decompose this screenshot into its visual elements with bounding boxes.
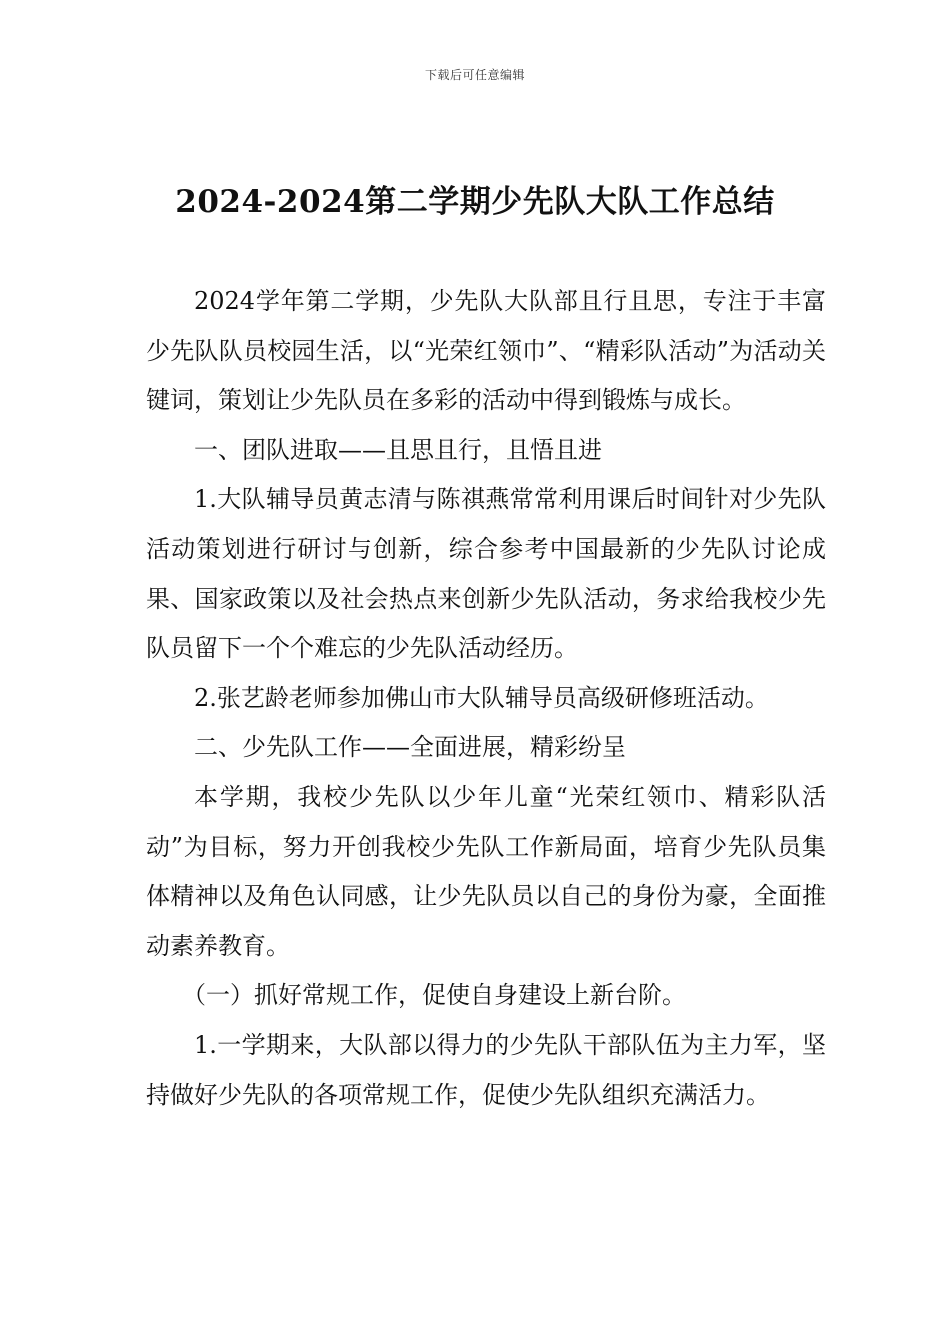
paragraph-item-1: 1.大队辅导员黄志清与陈祺燕常常利用课后时间针对少先队活动策划进行研讨与创新，综合参考中国最新的少先队讨论成果、国家政策以及社会热点来创新少先队活动，务求给我校少先队员留下一个个难忘的少先队活动经历。: [146, 485, 826, 663]
document-title: 2024-2024第二学期少先队大队工作总结: [175, 184, 775, 220]
paragraph-item-2: 2.张艺龄老师参加佛山市大队辅导员高级研修班活动。: [194, 683, 769, 712]
paragraph-intro: 2024学年第二学期，少先队大队部且行且思，专注于丰富少先队队员校园生活，以“光荣红领巾”、“精彩队活动”为活动关键词，策划让少先队员在多彩的活动中得到锻炼与成长。: [146, 287, 826, 415]
paragraph-subsection-item-1: 1.一学期来，大队部以得力的少先队干部队伍为主力军，坚持做好少先队的各项常规工作，促使少先队组织充满活力。: [146, 1030, 826, 1109]
subsection-heading-1: （一）抓好常规工作，促使自身建设上新台阶。: [182, 981, 686, 1010]
section-heading-1: 一、团队进取——且思且行，且悟且进: [194, 435, 602, 464]
document-body: [146, 277, 826, 1120]
page-header: 下载后可任意编辑: [424, 68, 525, 82]
paragraph-section-2-intro: 本学期，我校少先队以少年儿童“光荣红领巾、精彩队活动”为目标，努力开创我校少先队工作新局面，培育少先队员集体精神以及角色认同感，让少先队员以自己的身份为豪，全面推动素养教育。: [146, 782, 826, 960]
section-heading-2: 二、少先队工作——全面进展，精彩纷呈: [194, 733, 626, 762]
